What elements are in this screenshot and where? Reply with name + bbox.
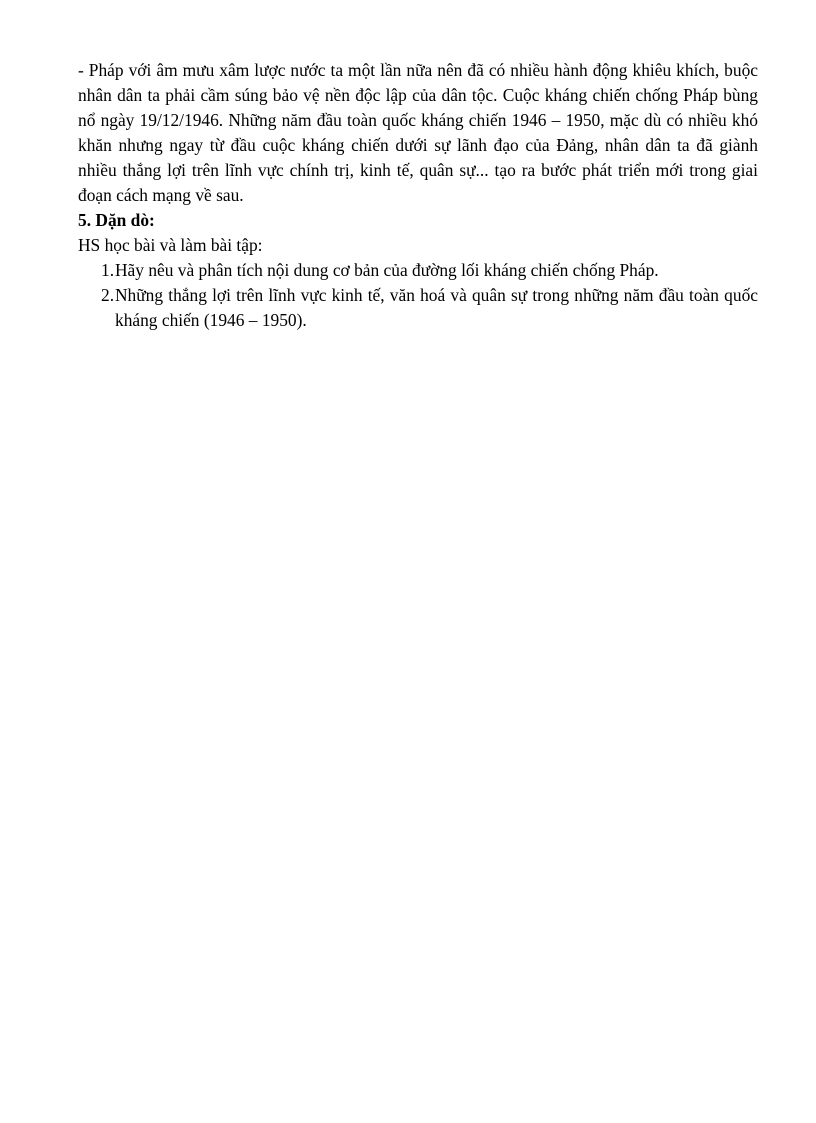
body-paragraph: - Pháp với âm mưu xâm lược nước ta một lần nữa nên đã có nhiều hành động khiêu khích, buộc nhân dân ta phải cầm súng bảo vệ nền độc lập của dân tộc. Cuộc kháng chiến chống Pháp bùng nổ ngày 19/12/1946. Những năm đầu toàn quốc kháng chiến 1946 – 1950, mặc dù có nhiều khó khăn nhưng ngay từ đầu cuộc kháng chiến dưới sự lãnh đạo của Đảng, nhân dân ta đã giành nhiều thắng lợi trên lĩnh vực chính trị, kinh tế, quân sự... tạo ra bước phát triển mới trong giai đoạn cách mạng về sau. xyxy=(78,60,758,205)
task-number: 2. xyxy=(101,285,115,305)
homework-task-list xyxy=(78,258,758,333)
section-heading: 5. Dặn dò: xyxy=(78,210,155,230)
homework-task-item xyxy=(78,283,758,333)
task-text: Những thắng lợi trên lĩnh vực kinh tế, văn hoá và quân sự trong những năm đầu toàn quốc kháng chiến (1946 – 1950). xyxy=(115,285,758,330)
homework-instruction: HS học bài và làm bài tập: xyxy=(78,235,263,255)
task-number: 1. xyxy=(101,260,115,280)
homework-task-item xyxy=(78,258,758,283)
document-page xyxy=(78,58,758,333)
task-text: Hãy nêu và phân tích nội dung cơ bản của đường lối kháng chiến chống Pháp. xyxy=(115,260,659,280)
